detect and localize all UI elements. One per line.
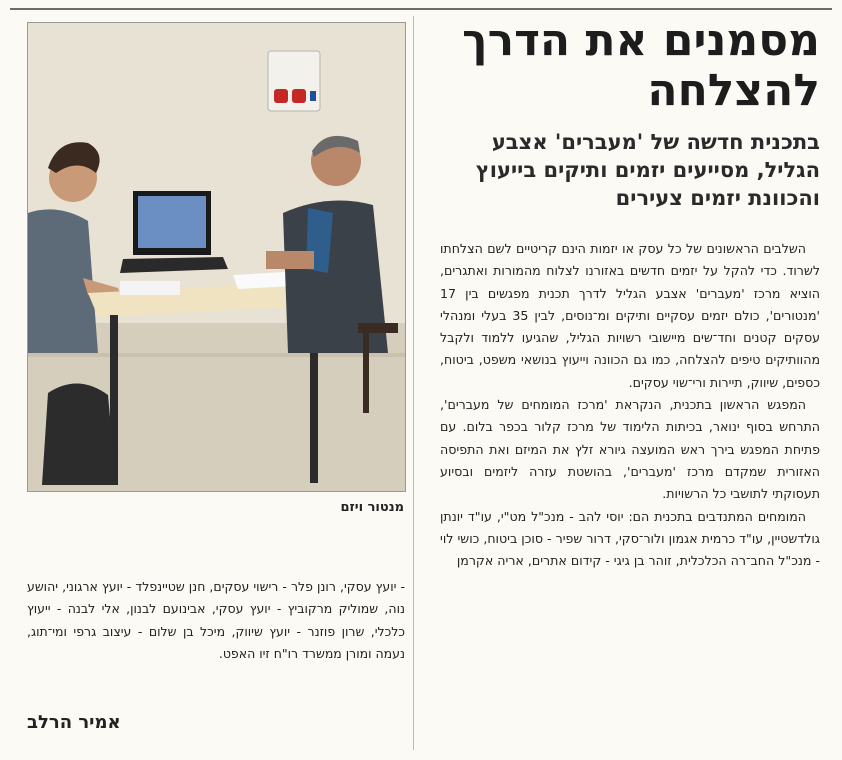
article-author: אמיר הרלב (27, 712, 121, 733)
photo-caption: מנטור ויזם (340, 500, 404, 515)
body-paragraph-1: השלבים הראשונים של כל עסק או יזמות הינם קריטיים לשם הצלחתו לשרוד. כדי להקל על יזמים חדשים באזורנו לצלוח מהמורות ואתגרים, הוציא מרכז 'מעברים' אצבע הגליל לדרך תכנית מפגשים בין 17 'מנטורים', כולם יזמים עסקיים ותיקים ומ־נוסים, לבין 35 בעלי ומנהלי עסקים קטנים וחד־שים מיישובי רשויות הגליל, שהגיעו ללמוד ולקבל מהוותיקים טיפים להצלחה, כמו גם הכוונה וייעוץ בנושאי משפט, ביטוח, כספים, שיווק, תיירות ורי־שוי עסקים. (440, 241, 820, 390)
top-rule (10, 8, 832, 10)
article-body (440, 238, 820, 572)
body-paragraph-2: המפגש הראשון בתכנית, הנקראת 'מרכז המומחים של מעברים', התרחש בסוף ינואר, בכיתות הלימוד של מרכז קלור בכפר בלום. עם פתיחת המפגש בירך ראש המועצה גיורא זלץ את המיזם ואת התפיסה האזורית שמקדם מרכז 'מעברים', בהושטת עזרה ליזמים ובסיוע תעסוקתי לתושבי כל הרשויות. (440, 397, 820, 502)
column-divider (413, 16, 414, 750)
article-headline: מסמנים את הדרך להצלחה (462, 15, 820, 116)
article-subhead: בתכנית חדשה של 'מעברים' אצבע הגליל, מסייעים יזמים ותיקים בייעוץ והכוונת יזמים צעירים (475, 130, 820, 210)
article-photo (27, 22, 406, 492)
article-continuation: - יועץ עסקי, רונן פלר - רישוי עסקים, חנן שטיינפלד - יועץ ארגוני, יהושע נוה, שמוליק מרקוביץ - יועץ עסקי, אבינועם לבנון, אלי לבנה - ייעוץ כלכלי, שרון פוזנר - יועץ שיווק, מיכל בן שלום - עיצוב גרפי ומי־תוג, נעמה ומורן ממשרד רו"ח זיו האפט. (27, 579, 405, 661)
body-paragraph-3: המומחים המתנדבים בתכנית הם: יוסי להב - מנכ"ל מט"י, עו"ד יונתן גולדשטיין, עו"ד כרמית אגמון ולור־סקי, דרור שפיר - סוכן ביטוח, כושי לוי - מנכ"ל החב־רה הכלכלית, זוהר בן גיגי - קידום אתרים, אריה אקרמן (440, 508, 820, 569)
mentor-photo-illustration (28, 23, 405, 491)
